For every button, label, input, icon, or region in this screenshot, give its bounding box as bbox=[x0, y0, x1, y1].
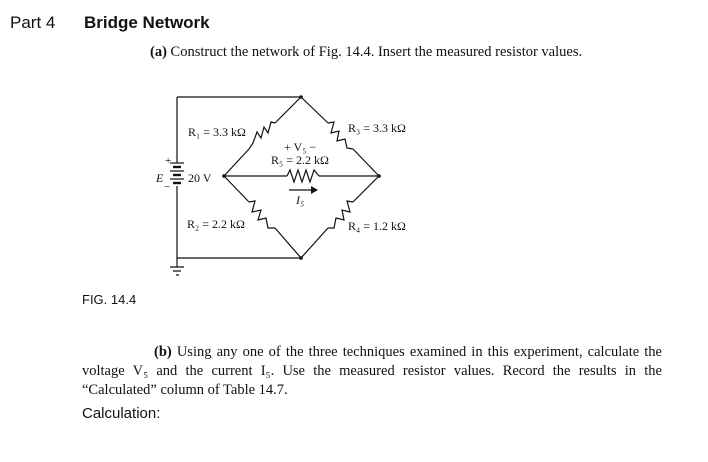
top-node bbox=[299, 95, 303, 99]
source-minus-sign: − bbox=[164, 181, 171, 193]
source-plus-sign: + bbox=[165, 155, 172, 167]
step-a-text: Construct the network of Fig. 14.4. Insert the measured resistor values. bbox=[166, 44, 583, 60]
r5-label: R₅ = 2.2 kΩ bbox=[271, 153, 329, 167]
calculation-heading: Calculation: bbox=[82, 405, 161, 422]
figure-caption: FIG. 14.4 bbox=[82, 292, 137, 307]
r4-label: R₄ = 1.2 kΩ bbox=[348, 219, 406, 233]
part-label: Part 4 bbox=[10, 13, 56, 32]
step-b-text: Using any one of the three techniques examined in this experiment, calculate the voltage V₅ and the current I₅. Use the measured resistor values. Record the results in the “Calculated” column of Table 14.7. bbox=[82, 344, 662, 398]
step-b-instruction bbox=[82, 343, 662, 400]
step-b-letter: (b) bbox=[154, 344, 172, 360]
r1-resistor bbox=[249, 122, 275, 149]
r2-label: R₂ = 2.2 kΩ bbox=[187, 217, 245, 231]
r1-label: R₁ = 3.3 kΩ bbox=[188, 125, 246, 139]
left-node bbox=[222, 174, 226, 178]
battery-symbol bbox=[170, 163, 184, 183]
r5-resistor bbox=[287, 170, 319, 182]
right-node bbox=[377, 174, 381, 178]
source-name-label: E bbox=[156, 171, 164, 185]
v5-label: + V₅ − bbox=[284, 140, 317, 154]
step-a-letter: (a) bbox=[150, 44, 167, 60]
bottom-node bbox=[299, 256, 303, 260]
source-value-label: 20 V bbox=[188, 171, 212, 185]
i5-label: I₅ bbox=[296, 193, 305, 207]
r3-label: R₃ = 3.3 kΩ bbox=[348, 121, 406, 135]
r2-resistor bbox=[249, 201, 275, 228]
ground-symbol bbox=[170, 267, 184, 275]
section-title: Bridge Network bbox=[84, 13, 210, 32]
current-arrowhead bbox=[311, 186, 318, 194]
